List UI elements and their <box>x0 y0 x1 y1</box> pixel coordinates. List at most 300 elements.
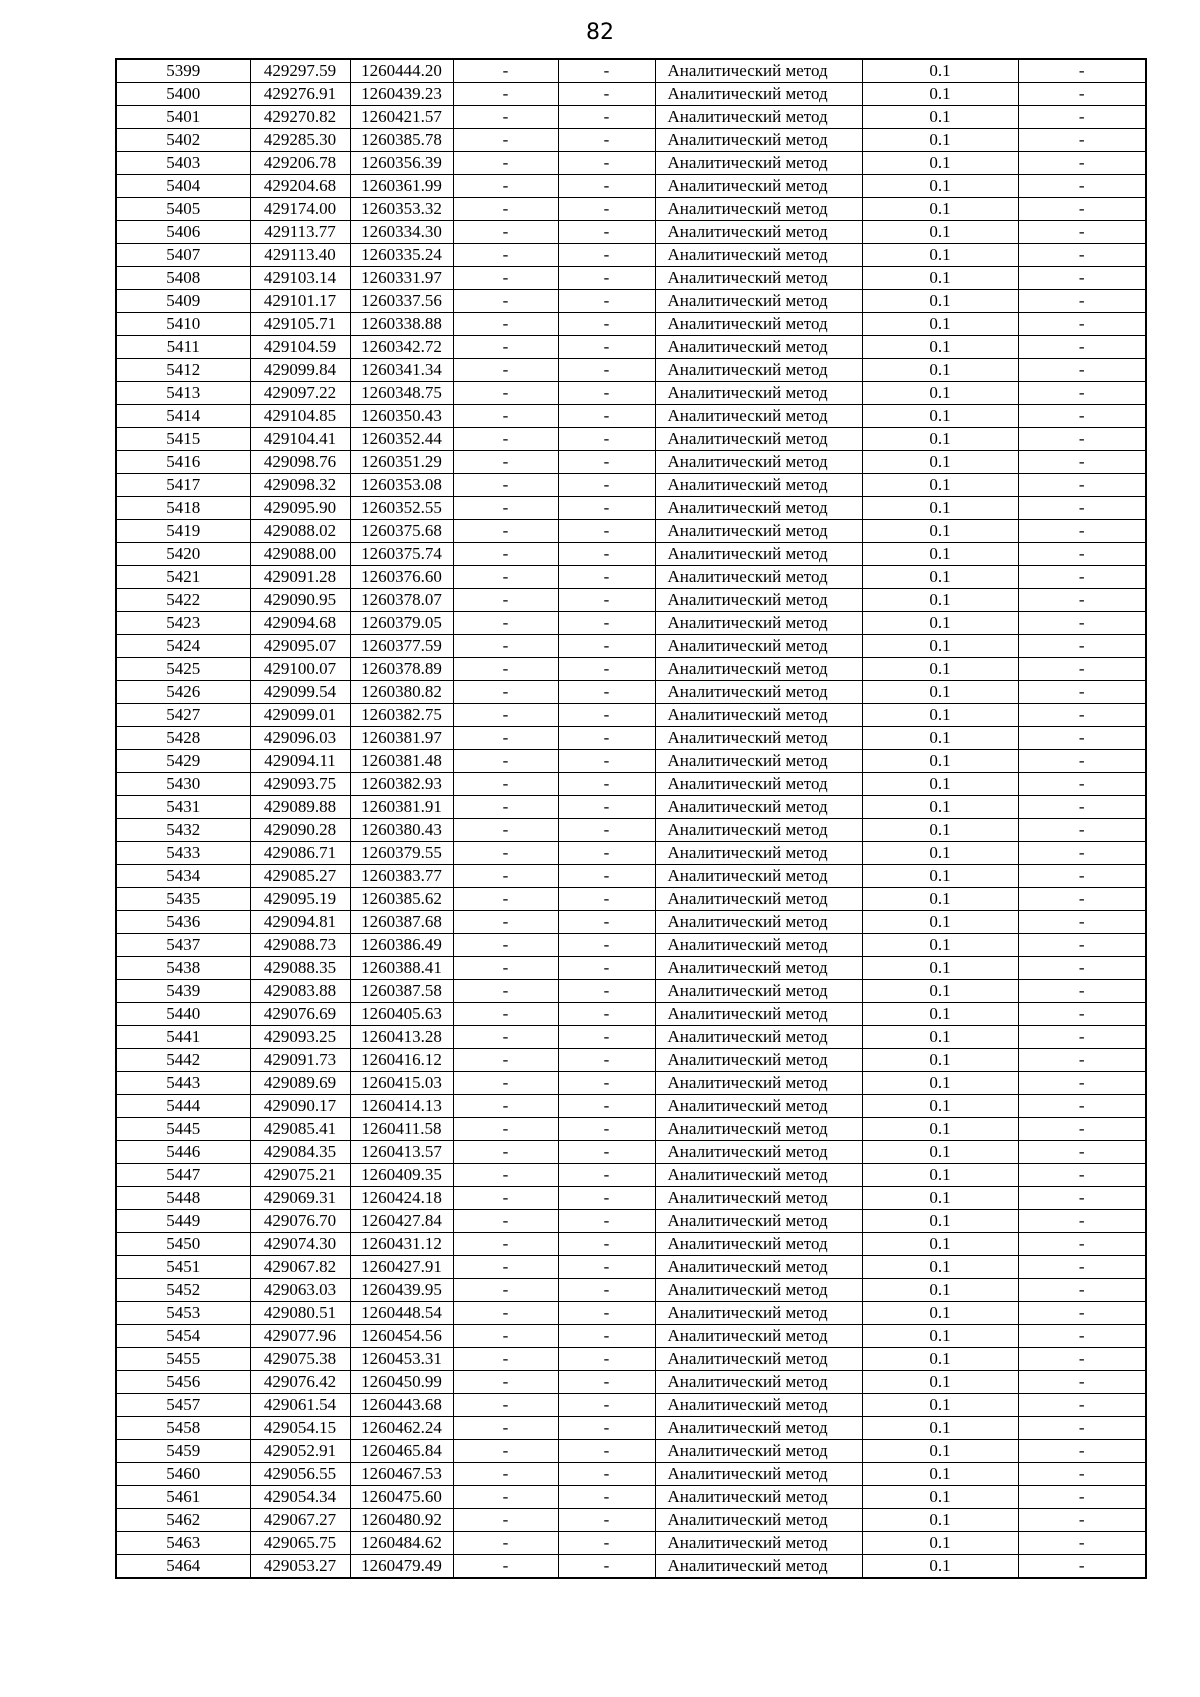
cell-col-8: - <box>1018 290 1146 313</box>
cell-method: Аналитический метод <box>655 267 862 290</box>
cell-col-8: - <box>1018 1348 1146 1371</box>
cell-col-5: - <box>558 819 655 842</box>
cell-col-5: - <box>558 543 655 566</box>
table-row <box>116 773 1146 796</box>
cell-y-coordinate: 1260388.41 <box>350 957 453 980</box>
cell-col-8: - <box>1018 681 1146 704</box>
cell-point-number: 5414 <box>116 405 250 428</box>
cell-point-number: 5403 <box>116 152 250 175</box>
cell-col-4: - <box>453 1141 558 1164</box>
cell-col-5: - <box>558 1049 655 1072</box>
cell-col-5: - <box>558 83 655 106</box>
cell-point-number: 5452 <box>116 1279 250 1302</box>
cell-method: Аналитический метод <box>655 1440 862 1463</box>
cell-col-5: - <box>558 980 655 1003</box>
cell-col-5: - <box>558 1118 655 1141</box>
table-row <box>116 59 1146 83</box>
cell-y-coordinate: 1260387.68 <box>350 911 453 934</box>
cell-col-4: - <box>453 1210 558 1233</box>
cell-y-coordinate: 1260411.58 <box>350 1118 453 1141</box>
cell-col-4: - <box>453 1371 558 1394</box>
table-row <box>116 497 1146 520</box>
cell-x-coordinate: 429276.91 <box>250 83 350 106</box>
table-row <box>116 474 1146 497</box>
cell-col-5: - <box>558 1532 655 1555</box>
table-row <box>116 451 1146 474</box>
cell-col-5: - <box>558 842 655 865</box>
cell-point-number: 5455 <box>116 1348 250 1371</box>
cell-col-4: - <box>453 474 558 497</box>
cell-point-number: 5458 <box>116 1417 250 1440</box>
cell-x-coordinate: 429094.68 <box>250 612 350 635</box>
cell-x-coordinate: 429097.22 <box>250 382 350 405</box>
cell-method: Аналитический метод <box>655 1302 862 1325</box>
cell-y-coordinate: 1260352.55 <box>350 497 453 520</box>
cell-col-4: - <box>453 451 558 474</box>
cell-col-5: - <box>558 566 655 589</box>
cell-col-4: - <box>453 589 558 612</box>
cell-col-4: - <box>453 1463 558 1486</box>
cell-method: Аналитический метод <box>655 313 862 336</box>
cell-col-5: - <box>558 428 655 451</box>
cell-x-coordinate: 429075.38 <box>250 1348 350 1371</box>
cell-y-coordinate: 1260356.39 <box>350 152 453 175</box>
cell-point-number: 5446 <box>116 1141 250 1164</box>
cell-point-number: 5413 <box>116 382 250 405</box>
cell-col-4: - <box>453 83 558 106</box>
cell-col-4: - <box>453 727 558 750</box>
cell-method: Аналитический метод <box>655 1118 862 1141</box>
cell-point-number: 5450 <box>116 1233 250 1256</box>
cell-col-4: - <box>453 313 558 336</box>
cell-x-coordinate: 429067.27 <box>250 1509 350 1532</box>
cell-method: Аналитический метод <box>655 566 862 589</box>
cell-x-coordinate: 429285.30 <box>250 129 350 152</box>
table-row <box>116 1440 1146 1463</box>
cell-x-coordinate: 429091.28 <box>250 566 350 589</box>
table-row <box>116 934 1146 957</box>
cell-point-number: 5409 <box>116 290 250 313</box>
cell-point-number: 5430 <box>116 773 250 796</box>
cell-method: Аналитический метод <box>655 59 862 83</box>
cell-col-4: - <box>453 1026 558 1049</box>
cell-col-5: - <box>558 1302 655 1325</box>
page-number: 82 <box>586 20 614 45</box>
cell-x-coordinate: 429104.59 <box>250 336 350 359</box>
cell-method: Аналитический метод <box>655 957 862 980</box>
cell-col-4: - <box>453 1440 558 1463</box>
cell-col-8: - <box>1018 1371 1146 1394</box>
cell-col-5: - <box>558 635 655 658</box>
cell-accuracy: 0.1 <box>862 957 1018 980</box>
cell-col-8: - <box>1018 451 1146 474</box>
cell-accuracy: 0.1 <box>862 1486 1018 1509</box>
cell-x-coordinate: 429083.88 <box>250 980 350 1003</box>
cell-col-5: - <box>558 336 655 359</box>
cell-method: Аналитический метод <box>655 635 862 658</box>
cell-x-coordinate: 429054.34 <box>250 1486 350 1509</box>
cell-accuracy: 0.1 <box>862 842 1018 865</box>
cell-col-5: - <box>558 474 655 497</box>
cell-x-coordinate: 429084.35 <box>250 1141 350 1164</box>
cell-method: Аналитический метод <box>655 1463 862 1486</box>
cell-col-8: - <box>1018 1026 1146 1049</box>
cell-col-8: - <box>1018 1164 1146 1187</box>
cell-x-coordinate: 429065.75 <box>250 1532 350 1555</box>
table-row <box>116 681 1146 704</box>
cell-col-8: - <box>1018 83 1146 106</box>
cell-point-number: 5448 <box>116 1187 250 1210</box>
cell-y-coordinate: 1260361.99 <box>350 175 453 198</box>
cell-col-4: - <box>453 1256 558 1279</box>
cell-col-5: - <box>558 290 655 313</box>
cell-y-coordinate: 1260387.58 <box>350 980 453 1003</box>
cell-y-coordinate: 1260424.18 <box>350 1187 453 1210</box>
cell-x-coordinate: 429085.41 <box>250 1118 350 1141</box>
cell-point-number: 5408 <box>116 267 250 290</box>
cell-col-5: - <box>558 1486 655 1509</box>
cell-col-5: - <box>558 1141 655 1164</box>
cell-col-5: - <box>558 1187 655 1210</box>
table-row <box>116 704 1146 727</box>
cell-accuracy: 0.1 <box>862 474 1018 497</box>
cell-col-5: - <box>558 1394 655 1417</box>
cell-method: Аналитический метод <box>655 888 862 911</box>
cell-col-4: - <box>453 175 558 198</box>
table-row <box>116 1049 1146 1072</box>
cell-y-coordinate: 1260484.62 <box>350 1532 453 1555</box>
cell-col-5: - <box>558 1509 655 1532</box>
cell-col-8: - <box>1018 474 1146 497</box>
cell-col-8: - <box>1018 198 1146 221</box>
cell-point-number: 5454 <box>116 1325 250 1348</box>
cell-accuracy: 0.1 <box>862 1095 1018 1118</box>
cell-col-4: - <box>453 106 558 129</box>
cell-method: Аналитический метод <box>655 934 862 957</box>
cell-y-coordinate: 1260353.32 <box>350 198 453 221</box>
cell-accuracy: 0.1 <box>862 1141 1018 1164</box>
cell-y-coordinate: 1260444.20 <box>350 59 453 83</box>
cell-x-coordinate: 429090.17 <box>250 1095 350 1118</box>
table-row <box>116 359 1146 382</box>
cell-col-5: - <box>558 1440 655 1463</box>
cell-y-coordinate: 1260379.55 <box>350 842 453 865</box>
cell-point-number: 5405 <box>116 198 250 221</box>
cell-col-4: - <box>453 681 558 704</box>
table-row <box>116 1509 1146 1532</box>
cell-col-8: - <box>1018 1325 1146 1348</box>
cell-col-8: - <box>1018 1233 1146 1256</box>
cell-col-8: - <box>1018 497 1146 520</box>
table-row <box>116 221 1146 244</box>
cell-x-coordinate: 429085.27 <box>250 865 350 888</box>
cell-accuracy: 0.1 <box>862 727 1018 750</box>
cell-point-number: 5418 <box>116 497 250 520</box>
cell-col-5: - <box>558 244 655 267</box>
cell-y-coordinate: 1260462.24 <box>350 1417 453 1440</box>
cell-col-5: - <box>558 681 655 704</box>
cell-point-number: 5406 <box>116 221 250 244</box>
cell-y-coordinate: 1260382.75 <box>350 704 453 727</box>
table-row <box>116 1095 1146 1118</box>
table-row <box>116 313 1146 336</box>
cell-col-4: - <box>453 704 558 727</box>
cell-col-4: - <box>453 911 558 934</box>
cell-col-5: - <box>558 106 655 129</box>
cell-method: Аналитический метод <box>655 428 862 451</box>
table-row <box>116 1486 1146 1509</box>
cell-point-number: 5417 <box>116 474 250 497</box>
cell-point-number: 5456 <box>116 1371 250 1394</box>
table-row <box>116 382 1146 405</box>
cell-col-5: - <box>558 1095 655 1118</box>
cell-col-4: - <box>453 796 558 819</box>
cell-x-coordinate: 429054.15 <box>250 1417 350 1440</box>
cell-col-4: - <box>453 612 558 635</box>
cell-col-4: - <box>453 1509 558 1532</box>
table-row <box>116 1118 1146 1141</box>
table-row <box>116 750 1146 773</box>
cell-col-5: - <box>558 658 655 681</box>
cell-col-4: - <box>453 497 558 520</box>
cell-col-5: - <box>558 129 655 152</box>
cell-point-number: 5432 <box>116 819 250 842</box>
table-row <box>116 957 1146 980</box>
cell-accuracy: 0.1 <box>862 405 1018 428</box>
cell-y-coordinate: 1260450.99 <box>350 1371 453 1394</box>
cell-method: Аналитический метод <box>655 1417 862 1440</box>
table-row <box>116 1187 1146 1210</box>
cell-point-number: 5400 <box>116 83 250 106</box>
table-row <box>116 658 1146 681</box>
table-row <box>116 428 1146 451</box>
cell-method: Аналитический метод <box>655 1049 862 1072</box>
cell-accuracy: 0.1 <box>862 612 1018 635</box>
cell-method: Аналитический метод <box>655 1164 862 1187</box>
cell-col-5: - <box>558 957 655 980</box>
cell-point-number: 5457 <box>116 1394 250 1417</box>
coordinates-table <box>115 58 1147 1579</box>
cell-x-coordinate: 429056.55 <box>250 1463 350 1486</box>
cell-col-4: - <box>453 865 558 888</box>
cell-col-5: - <box>558 313 655 336</box>
cell-col-8: - <box>1018 267 1146 290</box>
cell-col-4: - <box>453 1555 558 1579</box>
cell-point-number: 5421 <box>116 566 250 589</box>
cell-x-coordinate: 429098.76 <box>250 451 350 474</box>
cell-y-coordinate: 1260381.48 <box>350 750 453 773</box>
cell-y-coordinate: 1260341.34 <box>350 359 453 382</box>
cell-col-5: - <box>558 267 655 290</box>
cell-x-coordinate: 429088.73 <box>250 934 350 957</box>
cell-accuracy: 0.1 <box>862 382 1018 405</box>
cell-x-coordinate: 429094.81 <box>250 911 350 934</box>
cell-y-coordinate: 1260350.43 <box>350 405 453 428</box>
cell-method: Аналитический метод <box>655 382 862 405</box>
cell-method: Аналитический метод <box>655 451 862 474</box>
cell-x-coordinate: 429095.90 <box>250 497 350 520</box>
cell-method: Аналитический метод <box>655 175 862 198</box>
cell-col-5: - <box>558 1256 655 1279</box>
cell-point-number: 5402 <box>116 129 250 152</box>
cell-point-number: 5443 <box>116 1072 250 1095</box>
cell-col-5: - <box>558 1463 655 1486</box>
cell-method: Аналитический метод <box>655 152 862 175</box>
cell-point-number: 5442 <box>116 1049 250 1072</box>
cell-point-number: 5463 <box>116 1532 250 1555</box>
cell-col-4: - <box>453 773 558 796</box>
cell-col-8: - <box>1018 727 1146 750</box>
cell-col-4: - <box>453 221 558 244</box>
table-row <box>116 198 1146 221</box>
cell-x-coordinate: 429074.30 <box>250 1233 350 1256</box>
cell-col-5: - <box>558 750 655 773</box>
table-row <box>116 267 1146 290</box>
table-row <box>116 83 1146 106</box>
cell-x-coordinate: 429088.02 <box>250 520 350 543</box>
cell-col-8: - <box>1018 1095 1146 1118</box>
cell-col-4: - <box>453 566 558 589</box>
cell-col-5: - <box>558 152 655 175</box>
cell-col-4: - <box>453 405 558 428</box>
table-row <box>116 244 1146 267</box>
cell-x-coordinate: 429052.91 <box>250 1440 350 1463</box>
cell-method: Аналитический метод <box>655 497 862 520</box>
cell-col-8: - <box>1018 796 1146 819</box>
cell-method: Аналитический метод <box>655 244 862 267</box>
cell-y-coordinate: 1260427.84 <box>350 1210 453 1233</box>
cell-accuracy: 0.1 <box>862 451 1018 474</box>
cell-col-8: - <box>1018 175 1146 198</box>
table-row <box>116 1463 1146 1486</box>
table-row <box>116 543 1146 566</box>
cell-point-number: 5431 <box>116 796 250 819</box>
cell-point-number: 5441 <box>116 1026 250 1049</box>
cell-col-8: - <box>1018 1463 1146 1486</box>
cell-x-coordinate: 429113.77 <box>250 221 350 244</box>
cell-point-number: 5444 <box>116 1095 250 1118</box>
cell-x-coordinate: 429089.88 <box>250 796 350 819</box>
cell-col-4: - <box>453 290 558 313</box>
cell-col-8: - <box>1018 543 1146 566</box>
cell-col-8: - <box>1018 750 1146 773</box>
cell-col-8: - <box>1018 405 1146 428</box>
cell-accuracy: 0.1 <box>862 681 1018 704</box>
cell-y-coordinate: 1260352.44 <box>350 428 453 451</box>
cell-accuracy: 0.1 <box>862 796 1018 819</box>
cell-y-coordinate: 1260414.13 <box>350 1095 453 1118</box>
cell-method: Аналитический метод <box>655 1256 862 1279</box>
cell-x-coordinate: 429076.42 <box>250 1371 350 1394</box>
cell-x-coordinate: 429091.73 <box>250 1049 350 1072</box>
cell-y-coordinate: 1260348.75 <box>350 382 453 405</box>
cell-y-coordinate: 1260381.91 <box>350 796 453 819</box>
cell-accuracy: 0.1 <box>862 129 1018 152</box>
cell-col-4: - <box>453 1279 558 1302</box>
cell-col-4: - <box>453 1118 558 1141</box>
cell-col-8: - <box>1018 106 1146 129</box>
cell-col-8: - <box>1018 313 1146 336</box>
cell-col-4: - <box>453 152 558 175</box>
cell-col-5: - <box>558 704 655 727</box>
cell-method: Аналитический метод <box>655 727 862 750</box>
cell-col-4: - <box>453 1095 558 1118</box>
cell-y-coordinate: 1260421.57 <box>350 106 453 129</box>
cell-x-coordinate: 429086.71 <box>250 842 350 865</box>
table-row <box>116 1325 1146 1348</box>
cell-col-8: - <box>1018 1532 1146 1555</box>
cell-col-8: - <box>1018 1210 1146 1233</box>
table-row <box>116 1164 1146 1187</box>
cell-y-coordinate: 1260375.68 <box>350 520 453 543</box>
cell-col-4: - <box>453 1417 558 1440</box>
cell-method: Аналитический метод <box>655 1233 862 1256</box>
cell-y-coordinate: 1260479.49 <box>350 1555 453 1579</box>
cell-accuracy: 0.1 <box>862 589 1018 612</box>
cell-y-coordinate: 1260453.31 <box>350 1348 453 1371</box>
cell-point-number: 5434 <box>116 865 250 888</box>
cell-col-8: - <box>1018 359 1146 382</box>
cell-col-4: - <box>453 1486 558 1509</box>
cell-y-coordinate: 1260381.97 <box>350 727 453 750</box>
cell-col-4: - <box>453 267 558 290</box>
cell-col-8: - <box>1018 59 1146 83</box>
cell-y-coordinate: 1260443.68 <box>350 1394 453 1417</box>
cell-method: Аналитический метод <box>655 1210 862 1233</box>
cell-point-number: 5464 <box>116 1555 250 1579</box>
cell-col-5: - <box>558 359 655 382</box>
cell-method: Аналитический метод <box>655 750 862 773</box>
cell-accuracy: 0.1 <box>862 819 1018 842</box>
cell-y-coordinate: 1260413.28 <box>350 1026 453 1049</box>
cell-accuracy: 0.1 <box>862 428 1018 451</box>
cell-col-8: - <box>1018 842 1146 865</box>
cell-point-number: 5412 <box>116 359 250 382</box>
cell-col-4: - <box>453 543 558 566</box>
table-row <box>116 1417 1146 1440</box>
cell-col-5: - <box>558 1325 655 1348</box>
table-row <box>116 1371 1146 1394</box>
cell-col-5: - <box>558 221 655 244</box>
cell-x-coordinate: 429061.54 <box>250 1394 350 1417</box>
cell-accuracy: 0.1 <box>862 1555 1018 1579</box>
cell-col-4: - <box>453 750 558 773</box>
cell-col-4: - <box>453 1049 558 1072</box>
cell-x-coordinate: 429076.69 <box>250 1003 350 1026</box>
cell-method: Аналитический метод <box>655 1026 862 1049</box>
cell-col-8: - <box>1018 612 1146 635</box>
cell-method: Аналитический метод <box>655 336 862 359</box>
cell-accuracy: 0.1 <box>862 1302 1018 1325</box>
cell-accuracy: 0.1 <box>862 1394 1018 1417</box>
cell-x-coordinate: 429096.03 <box>250 727 350 750</box>
table-row <box>116 175 1146 198</box>
cell-accuracy: 0.1 <box>862 1187 1018 1210</box>
cell-point-number: 5453 <box>116 1302 250 1325</box>
table-row <box>116 152 1146 175</box>
cell-y-coordinate: 1260427.91 <box>350 1256 453 1279</box>
cell-x-coordinate: 429099.01 <box>250 704 350 727</box>
cell-x-coordinate: 429105.71 <box>250 313 350 336</box>
cell-col-5: - <box>558 497 655 520</box>
cell-point-number: 5404 <box>116 175 250 198</box>
cell-col-4: - <box>453 1394 558 1417</box>
cell-y-coordinate: 1260386.49 <box>350 934 453 957</box>
cell-method: Аналитический метод <box>655 290 862 313</box>
cell-point-number: 5411 <box>116 336 250 359</box>
table-row <box>116 911 1146 934</box>
cell-accuracy: 0.1 <box>862 1440 1018 1463</box>
